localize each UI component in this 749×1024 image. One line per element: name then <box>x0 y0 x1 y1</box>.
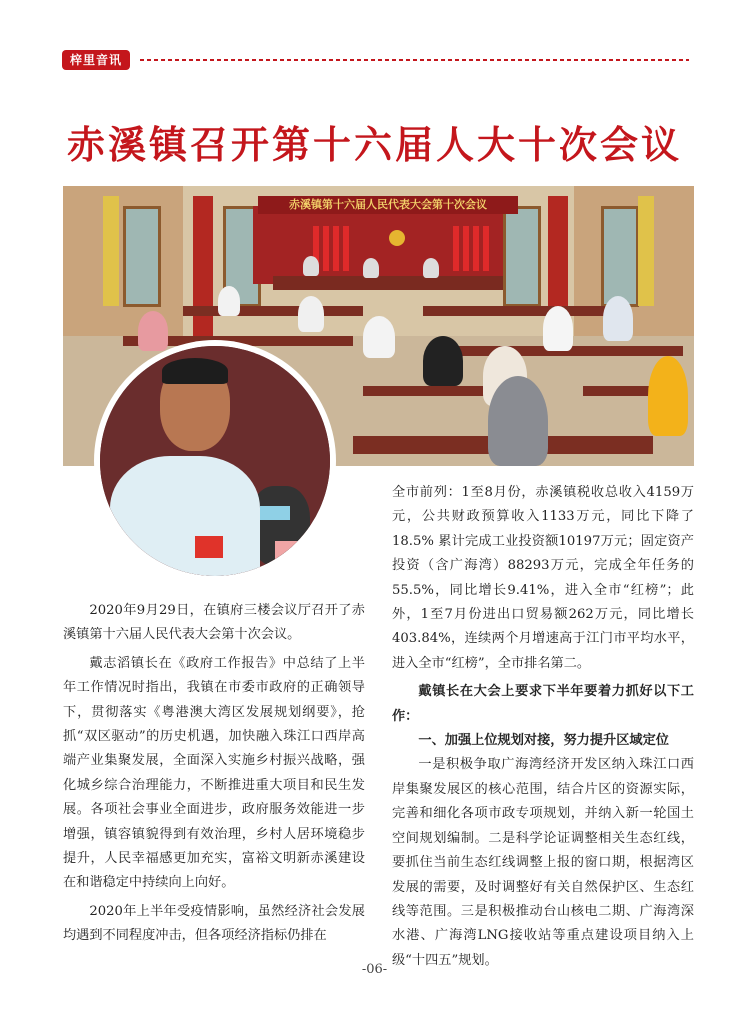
paragraph: 2020年9月29日，在镇府三楼会议厅召开了赤溪镇第十六届人民代表大会第十次会议。 <box>63 603 365 643</box>
paragraph: 一是积极争取广海湾经济开发区纳入珠江口西岸集聚发展区的核心范围，结合片区的资源实际，完善和细化各项市政专项规划，并纳入新一轮国土空间规划编制。二是科学论证调整相关生态红线，要抓住当前生态红线调整上报的窗口期，根据湾区发展的需要，及时调整好有关自然保护区、生态红线等范围。三是积极推动台山核电二期、广海湾深水港、广海湾LNG接收站等重点建设项目纳入上级“十四五”规划。 <box>392 757 694 968</box>
right-column <box>392 481 694 973</box>
paragraph: 戴志滔镇长在《政府工作报告》中总结了上半年工作情况时指出，我镇在市委市政府的正确领导下，贯彻落实《粤港澳大湾区发展规划纲要》，抢抓“双区驱动”的历史机遇，加快融入珠江口西岸高端产业集聚发展，全面深入实施乡村振兴战略，强化城乡综合治理能力，不断推进重大项目和民生发展。各项社会事业全面进步，政府服务效能进一步增强，镇容镇貌得到有效治理，乡村人居环境稳步提升，人民幸福感更加充实，富裕文明新赤溪建设在和谐稳定中持续向上向好。 <box>63 655 365 891</box>
section-tag: 梓里音讯 <box>62 50 130 70</box>
speaker-portrait <box>94 340 336 582</box>
article-title: 赤溪镇召开第十六届人大十次会议 <box>66 122 682 167</box>
paragraph: 2020年上半年受疫情影响，虽然经济社会发展均遇到不同程度冲击，但各项经济指标仍排在 <box>63 903 365 944</box>
left-column <box>63 599 365 949</box>
meeting-banner: 赤溪镇第十六届人民代表大会第十次会议 <box>258 196 518 214</box>
paragraph: 戴镇长在大会上要求下半年要着力抓好以下工作： <box>392 684 694 724</box>
page-number: -06- <box>361 962 388 977</box>
section-heading: 一、加强上位规划对接，努力提升区域定位 <box>418 733 669 749</box>
section-divider <box>140 59 689 61</box>
paragraph: 全市前列：1至8月份，赤溪镇税收总收入4159万元，公共财政预算收入1133万元，同比下降了18.5% 累计完成工业投资额10197万元；固定资产投资（含广海湾）88293万元，完成全年任务的55.5%，同比增长9.41%，进入全市“红榜”；此外，1至7月份进出口贸易额262万元，同比增长403.84%，连续两个月增速高于江门市平均水平，进入全市“红榜”，全市排名第二。 <box>392 485 694 671</box>
emblem-icon <box>389 230 405 246</box>
